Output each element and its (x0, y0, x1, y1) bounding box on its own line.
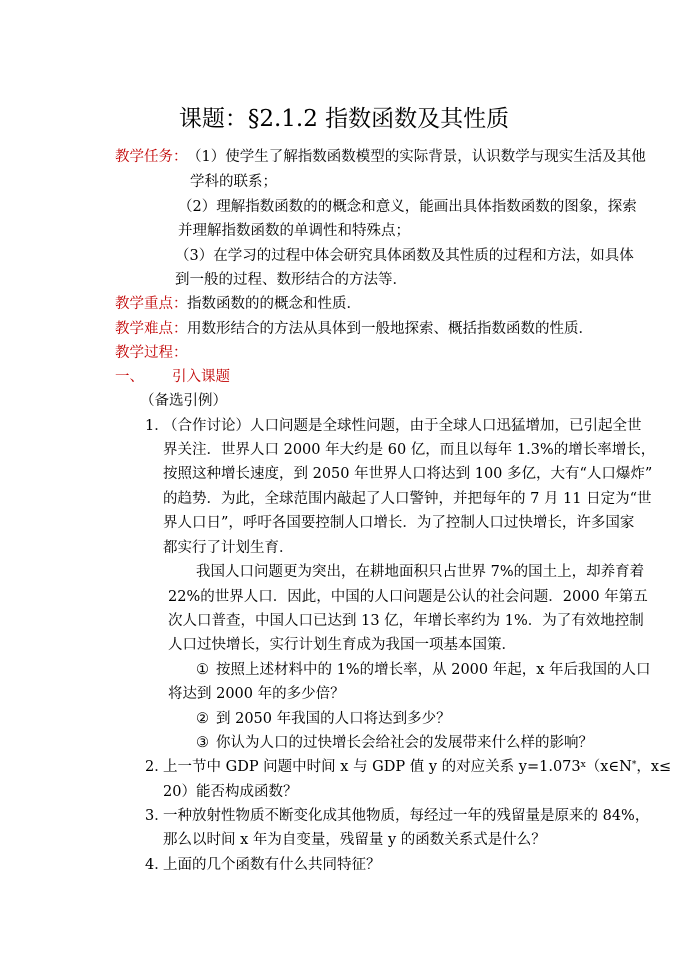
question-1-line: 的趋势．为此，全球范围内敲起了人口警钟，并把每年的 7 月 11 日定为“世 (163, 491, 652, 507)
sub-question-3-marker: ③ (196, 735, 209, 751)
task-item-3-line-1: （3）在学习的过程中体会研究具体函数及其性质的过程和方法，如具体 (175, 248, 634, 264)
difficulty-label: 教学难点： (115, 321, 188, 337)
sub-question-3: 你认为人口的过快增长会给社会的发展带来什么样的影响？ (216, 735, 593, 751)
sub-question-2-marker: ② (196, 711, 209, 727)
sub-question-2: 到 2050 年我国的人口将达到多少？ (216, 711, 451, 727)
question-1-para2-line: 22%的世界人口．因此，中国的人口问题是公认的社会问题．2000 年第五 (168, 589, 648, 605)
question-1-para2-line: 次人口普查，中国人口已达到 13 亿，年增长率约为 1%．为了有效地控制 (168, 613, 644, 629)
question-4-line-1: 上面的几个函数有什么共同特征？ (163, 857, 381, 873)
question-2-number: 2． (145, 759, 169, 775)
question-1-line: 按照这种增长速度，到 2050 年世界人口将达到 100 多亿，大有“人口爆炸” (163, 466, 653, 482)
task-item-2-line-2: 并理解指数函数的单调性和特殊点； (178, 223, 410, 239)
question-1-line: （合作讨论）人口问题是全球性问题，由于全球人口迅猛增加，已引起全世 (163, 418, 642, 434)
process-label: 教学过程： (115, 345, 188, 361)
question-1-number: 1． (145, 418, 169, 434)
question-3-line-1: 一种放射性物质不断变化成其他物质，每经过一年的残留量是原来的 84%， (163, 808, 650, 824)
task-item-1-line-2: 学科的联系； (190, 174, 277, 190)
question-4-number: 4． (145, 857, 169, 873)
question-1-line: 界人口日”，呼吁各国要控制人口增长．为了控制人口过快增长，许多国家 (163, 515, 635, 531)
page-title: 课题：§2.1.2 指数函数及其性质 (178, 106, 510, 132)
difficulty-text: 用数形结合的方法从具体到一般地探索、概括指数函数的性质． (187, 321, 593, 337)
section-title: 引入课题 (172, 369, 230, 385)
section-number: 一、 (115, 369, 144, 385)
question-1-para2-line: 我国人口问题更为突出，在耕地面积只占世界 7%的国土上，却养育着 (196, 564, 645, 580)
question-1-line: 都实行了计划生育． (163, 540, 294, 556)
task-item-2-line-1: （2）理解指数函数的的概念和意义，能画出具体指数函数的图象，探索 (178, 199, 637, 215)
question-3-number: 3． (145, 808, 169, 824)
task-item-1-line-1: （1）使学生了解指数函数模型的实际背景，认识数学与现实生活及其他 (187, 149, 646, 165)
sub-question-1-marker: ① (196, 662, 209, 678)
question-1-line: 界关注．世界人口 2000 年大约是 60 亿，而且以每年 1.3%的增长率增长， (163, 442, 656, 458)
task-item-3-line-2: 到一般的过程、数形结合的方法等． (175, 272, 407, 288)
key-label: 教学重点： (115, 296, 188, 312)
question-3-line-2: 那么以时间 x 年为自变量，残留量 y 的函数关系式是什么？ (163, 832, 546, 848)
question-2-line-1: 上一节中 GDP 问题中时间 x 与 GDP 值 y 的对应关系 $y=1.073^x(x\in N^*$，x≤ (163, 759, 672, 775)
sub-question-1-line-1: 按照上述材料中的 1%的增长率，从 2000 年起，x 年后我国的人口 (216, 662, 651, 678)
question-2-line-2: 20）能否构成函数？ (163, 784, 298, 800)
question-1-para2-line: 人口过快增长，实行计划生育成为我国一项基本国策． (168, 637, 516, 653)
backup-examples-label: （备选引例） (140, 393, 227, 409)
sub-question-1-line-2: 将达到 2000 年的多少倍？ (168, 686, 345, 702)
key-text: 指数函数的的概念和性质． (187, 296, 361, 312)
task-label: 教学任务： (115, 149, 188, 165)
